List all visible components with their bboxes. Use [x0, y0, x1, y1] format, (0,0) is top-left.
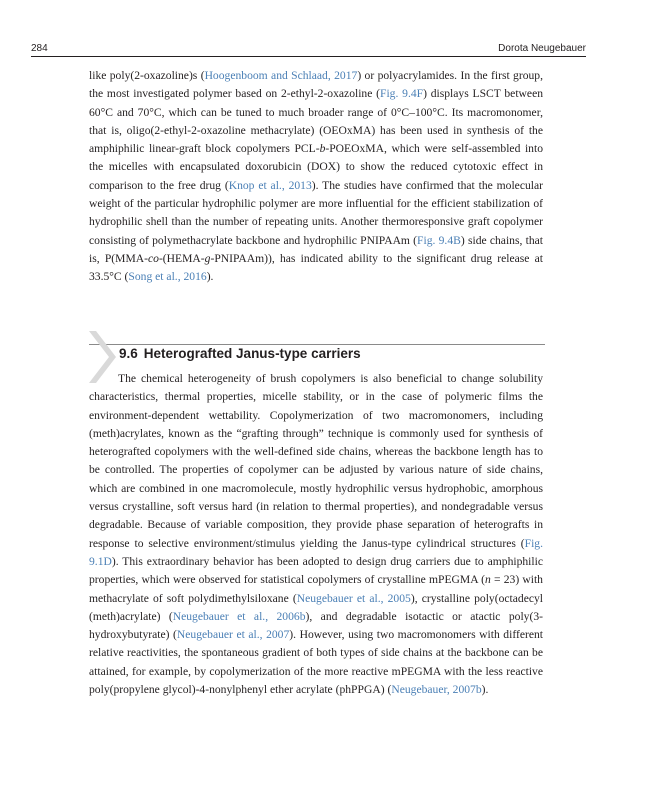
citation-link[interactable]: Neugebauer et al., 2007: [176, 628, 290, 642]
text-run: ), crystalline poly(octadecyl (meth)acrylate) (: [89, 591, 544, 623]
text-run: = 23) with methacrylate of soft polydimethylsiloxane (: [89, 573, 543, 605]
text-run: ) side chains, that is, P(MMA-: [89, 233, 543, 265]
section-number: 9.6: [119, 346, 138, 361]
text-run: ) or polyacrylamides. In the first group, the most investigated polymer based on 2-ethyl-2-oxazoline (: [89, 69, 543, 101]
text-run: -(HEMA-: [158, 251, 205, 265]
page-number: 284: [31, 43, 48, 54]
section-title-text: Heterografted Janus-type carriers: [143, 346, 361, 361]
section-title: [119, 346, 361, 361]
paragraph-2: [89, 370, 543, 699]
text-run: ).: [481, 683, 489, 697]
citation-link[interactable]: Knop et al., 2013: [228, 178, 312, 192]
italic-run: b: [319, 142, 326, 156]
italic-run: g: [204, 251, 211, 265]
text-run: ). The studies have confirmed that the molecular weight of the particular hydrophilic polymer are more influential for the efficient stabilization of hydrophilic shell than the number of repeating units. Another thermoresponsive graft copolymer consisting of polymethacrylate backbone and hydrophilic PNIPAAm (: [89, 178, 543, 247]
italic-run: co: [147, 251, 159, 265]
text-run: like poly(2-oxazoline)s (: [89, 69, 205, 82]
header-rule: [31, 56, 586, 57]
text-run: ). However, using two macromonomers with different relative reactivities, the spontaneous gradient of both types of side chains at the backbone can be attained, for example, by copolymerization of the more reactive mPEGMA with the less reactive poly(propylene glycol)-4-nonylphenyl ether acrylate (phPPGA) (: [89, 628, 543, 697]
section-rule: [89, 344, 545, 345]
figure-link[interactable]: Fig. 9.1D: [89, 536, 543, 568]
citation-link[interactable]: Song et al., 2016: [128, 270, 207, 284]
text-run: The chemical heterogeneity of brush copolymers is also beneficial to change solubility characteristics, thermal properties, micelle stability, or in the case of polymeric films the environment-dependent wettability. Copolymerization of two macromonomers, including (meth)acrylates, known as the “grafting through” technique is commonly used for synthesis of heterografted copolymers with the well-defined side chains, whereas the backbone length has to be controlled. The properties of copolymer can be adjusted by various nature of side chains, which are combined in one macromolecule, mostly hydrophilic versus hydrophobic, amorphous versus crystalline, soft versus hard (in relation to thermal properties), and nondegradable versus degradable. Because of variable composition, they provide phase separation of heterografts in response to selective environment/stimulus yielding the Janus-type cylindrical structures (: [89, 372, 543, 550]
paragraph-1: [89, 67, 543, 287]
citation-link[interactable]: Hoogenboom and Schlaad, 2017: [204, 69, 358, 82]
running-head-author: Dorota Neugebauer: [498, 43, 586, 54]
citation-link[interactable]: Neugebauer, 2007b: [391, 683, 482, 697]
text-run: ).: [206, 270, 214, 284]
text-run: ) displays LSCT between 60°C and 70°C, which can be tuned to much broader range of 0°C–100°C. Its macromonomer, that is, oligo(2-ethyl-2-oxazoline methacrylate) (OEOxMA) has been used in synthesis of the amphiphilic linear-graft block copolymers PCL-: [89, 87, 544, 156]
text-run: ), and degradable isotactic or atactic poly(3-hydroxybutyrate) (: [89, 609, 543, 642]
text-run: -PNIPAAm)), has indicated ability to the significant drug release at 33.5°C (: [89, 251, 543, 284]
citation-link[interactable]: Neugebauer et al., 2005: [296, 591, 411, 605]
italic-run: n: [485, 573, 491, 587]
text-run: ). This extraordinary behavior has been adopted to design drug carriers due to amphiphilic properties, which were observed for statistical copolymers of crystalline mPEGMA (: [89, 554, 543, 587]
figure-link[interactable]: Fig. 9.4B: [417, 233, 461, 247]
citation-link[interactable]: Neugebauer et al., 2006b: [172, 609, 306, 623]
text-run: -POEOxMA, which were self-assembled into the micelles with encapsulated doxorubicin (DOX) to show the reduced cytotoxic effect in comparison to the free drug (: [89, 142, 543, 192]
figure-link[interactable]: Fig. 9.4F: [380, 87, 424, 101]
